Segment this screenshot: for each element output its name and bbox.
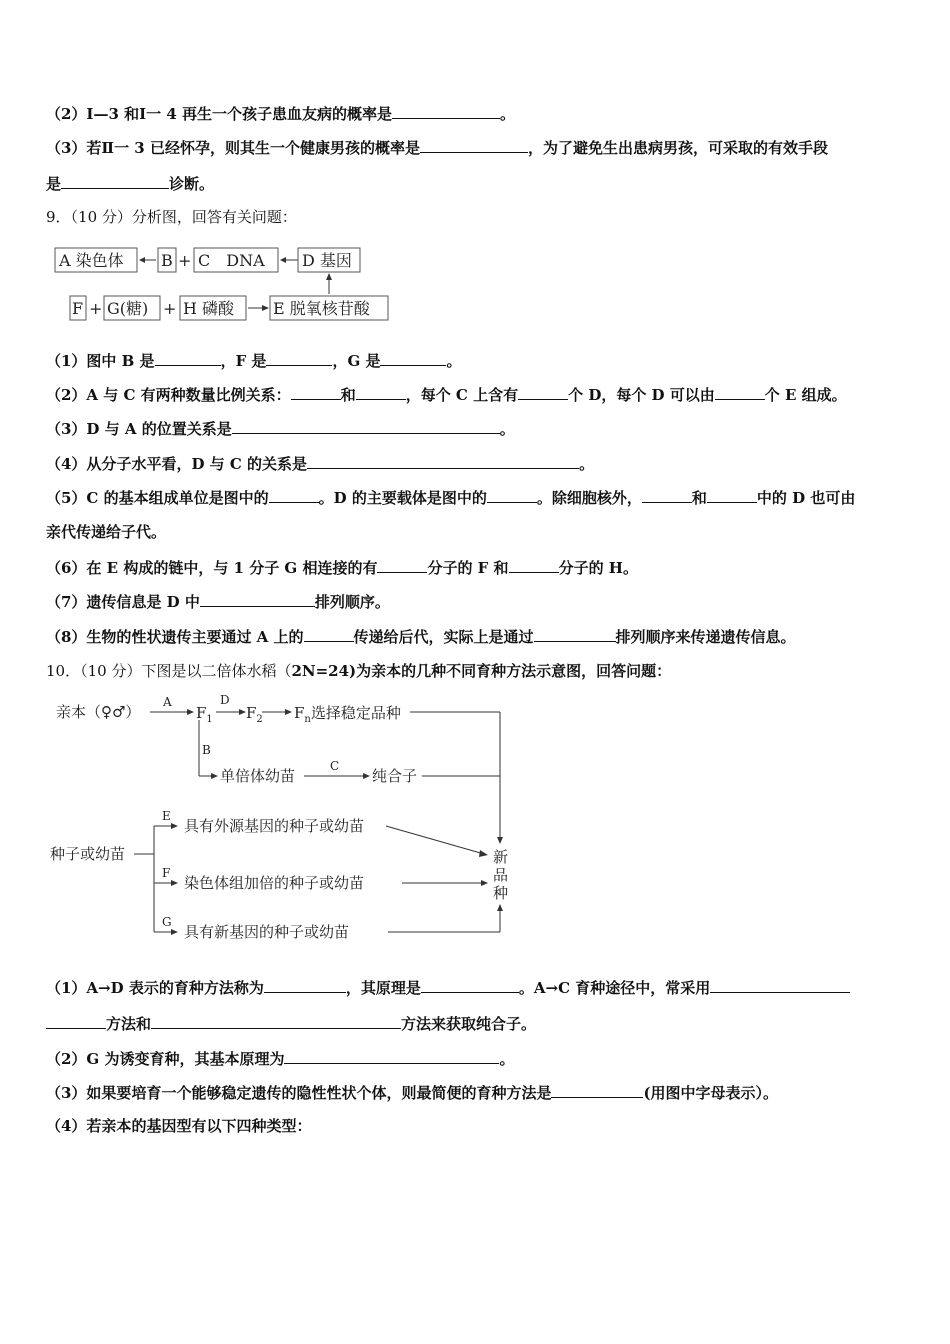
q9-part5-cont: 亲代传递给子代。 xyxy=(46,523,167,541)
homozygote-label: 纯合子 xyxy=(372,767,418,785)
answer-blank[interactable] xyxy=(420,137,528,153)
q10-breeding-diagram xyxy=(50,690,520,950)
q9-part6: （6）在 E 构成的链中，与 1 分子 G 相连接的有 分子的 F 和 分子的 H。 xyxy=(46,559,638,577)
answer-blank[interactable] xyxy=(487,487,537,503)
answer-blank[interactable] xyxy=(710,977,850,993)
q9-diagram xyxy=(50,242,410,328)
new-variety-char: 种 xyxy=(493,884,509,902)
parent-label: 亲本（♀♂） xyxy=(56,703,141,721)
answer-blank[interactable] xyxy=(155,350,221,366)
answer-blank[interactable] xyxy=(151,1013,401,1029)
answer-blank[interactable] xyxy=(392,103,500,119)
step-g-label: G xyxy=(162,915,172,929)
answer-blank[interactable] xyxy=(715,384,765,400)
step-e-label: E xyxy=(162,809,171,823)
box-d-label: D 基因 xyxy=(302,251,352,270)
new-variety-char: 品 xyxy=(493,866,509,884)
step-b-label: B xyxy=(202,743,211,757)
box-f-label: F xyxy=(72,299,84,318)
seed-label: 种子或幼苗 xyxy=(50,845,126,863)
answer-blank[interactable] xyxy=(377,557,427,573)
answer-blank[interactable] xyxy=(232,418,500,434)
plus-sign: + xyxy=(163,299,177,318)
q10-part1: （1）A→D 表示的育种方法称为 ，其原理是 。A→C 育种途径中，常采用 xyxy=(46,977,850,998)
plus-sign: + xyxy=(89,299,103,318)
q10-part3: （3）如果要培育一个能够稳定遗传的隐性性状个体，则最简便的育种方法是 (用图中字母表示）。 xyxy=(46,1084,779,1102)
q9-part8: （8）生物的性状遗传主要通过 A 上的 传递给后代，实际上是通过 排列顺序来传递遗传信息。 xyxy=(46,628,796,646)
new-variety-char: 新 xyxy=(493,848,509,866)
answer-blank[interactable] xyxy=(642,487,692,503)
f1-label: $F_1$ xyxy=(196,704,213,725)
box-b-label: B xyxy=(161,251,173,270)
box-h-label: H 磷酸 xyxy=(183,299,235,318)
answer-blank[interactable] xyxy=(284,1048,499,1064)
answer-blank[interactable] xyxy=(269,487,319,503)
q9-part1: （1）图中 B 是 ，F 是 ，G 是 。 xyxy=(46,352,462,370)
q8-part2: （2）Ⅰ—3 和Ⅰ一 4 再生一个孩子患血友病的概率是 。 xyxy=(46,105,516,123)
answer-blank[interactable] xyxy=(380,350,446,366)
exogenous-gene-label: 具有外源基因的种子或幼苗 xyxy=(184,817,365,835)
answer-blank[interactable] xyxy=(518,384,568,400)
answer-blank[interactable] xyxy=(307,453,579,469)
q10-title: 10．（10 分）下图是以二倍体水稻（2N=24)为亲本的几种不同育种方法示意图，回答问题： xyxy=(46,662,672,680)
fn-label: $F_n$选择稳定品种 xyxy=(294,704,401,725)
answer-blank[interactable] xyxy=(707,487,757,503)
step-c-label: C xyxy=(330,759,340,773)
answer-blank[interactable] xyxy=(534,626,616,642)
q9-part3: （3）D 与 A 的位置关系是 。 xyxy=(46,420,515,438)
q9-part5: （5）C 的基本组成单位是图中的 。D 的主要载体是图中的 。除细胞核外， 和 中的 D 也可由 xyxy=(46,489,856,507)
answer-blank[interactable] xyxy=(291,384,341,400)
new-gene-label: 具有新基因的种子或幼苗 xyxy=(184,923,350,941)
answer-blank[interactable] xyxy=(46,1013,106,1029)
q9-part7: （7）遗传信息是 D 中 排列顺序。 xyxy=(46,593,390,611)
q9-part4: （4）从分子水平看，D 与 C 的关系是 。 xyxy=(46,455,595,473)
box-c-label: C DNA xyxy=(198,251,265,270)
answer-blank[interactable] xyxy=(264,977,346,993)
answer-blank[interactable] xyxy=(61,173,169,189)
box-e-label: E 脱氧核苷酸 xyxy=(273,299,370,318)
q10-part4: （4）若亲本的基因型有以下四种类型： xyxy=(46,1117,312,1135)
q8-part3-cont: 是 诊断。 xyxy=(46,175,215,193)
answer-blank[interactable] xyxy=(304,626,354,642)
answer-blank[interactable] xyxy=(551,1082,643,1098)
q10-part1-cont: 方法和 方法来获取纯合子。 xyxy=(46,1013,536,1034)
box-g-label: G(糖) xyxy=(107,299,149,318)
q10-part2: （2）G 为诱变育种，其基本原理为 。 xyxy=(46,1050,515,1068)
step-f-label: F xyxy=(162,866,171,880)
step-a-label: A xyxy=(163,695,172,709)
answer-blank[interactable] xyxy=(356,384,406,400)
f2-label: $F_2$ xyxy=(246,704,263,725)
plus-sign: + xyxy=(178,251,192,270)
answer-blank[interactable] xyxy=(421,977,519,993)
doubled-genome-label: 染色体组加倍的种子或幼苗 xyxy=(184,874,365,892)
haploid-label: 单倍体幼苗 xyxy=(220,767,296,785)
answer-blank[interactable] xyxy=(509,557,559,573)
step-d-label: D xyxy=(220,693,230,707)
answer-blank[interactable] xyxy=(200,591,315,607)
box-a-label: A 染色体 xyxy=(59,251,124,270)
answer-blank[interactable] xyxy=(266,350,332,366)
q9-title: 9．（10 分）分析图，回答有关问题： xyxy=(46,208,297,226)
q9-part2: （2）A 与 C 有两种数量比例关系： 和 ，每个 C 上含有 个 D，每个 D 可以由 个 E 组成。 xyxy=(46,386,847,404)
q8-part3: （3）若Ⅱ一 3 已经怀孕，则其生一个健康男孩的概率是 ，为了避免生出患病男孩，可采取的有效手段 xyxy=(46,139,828,157)
